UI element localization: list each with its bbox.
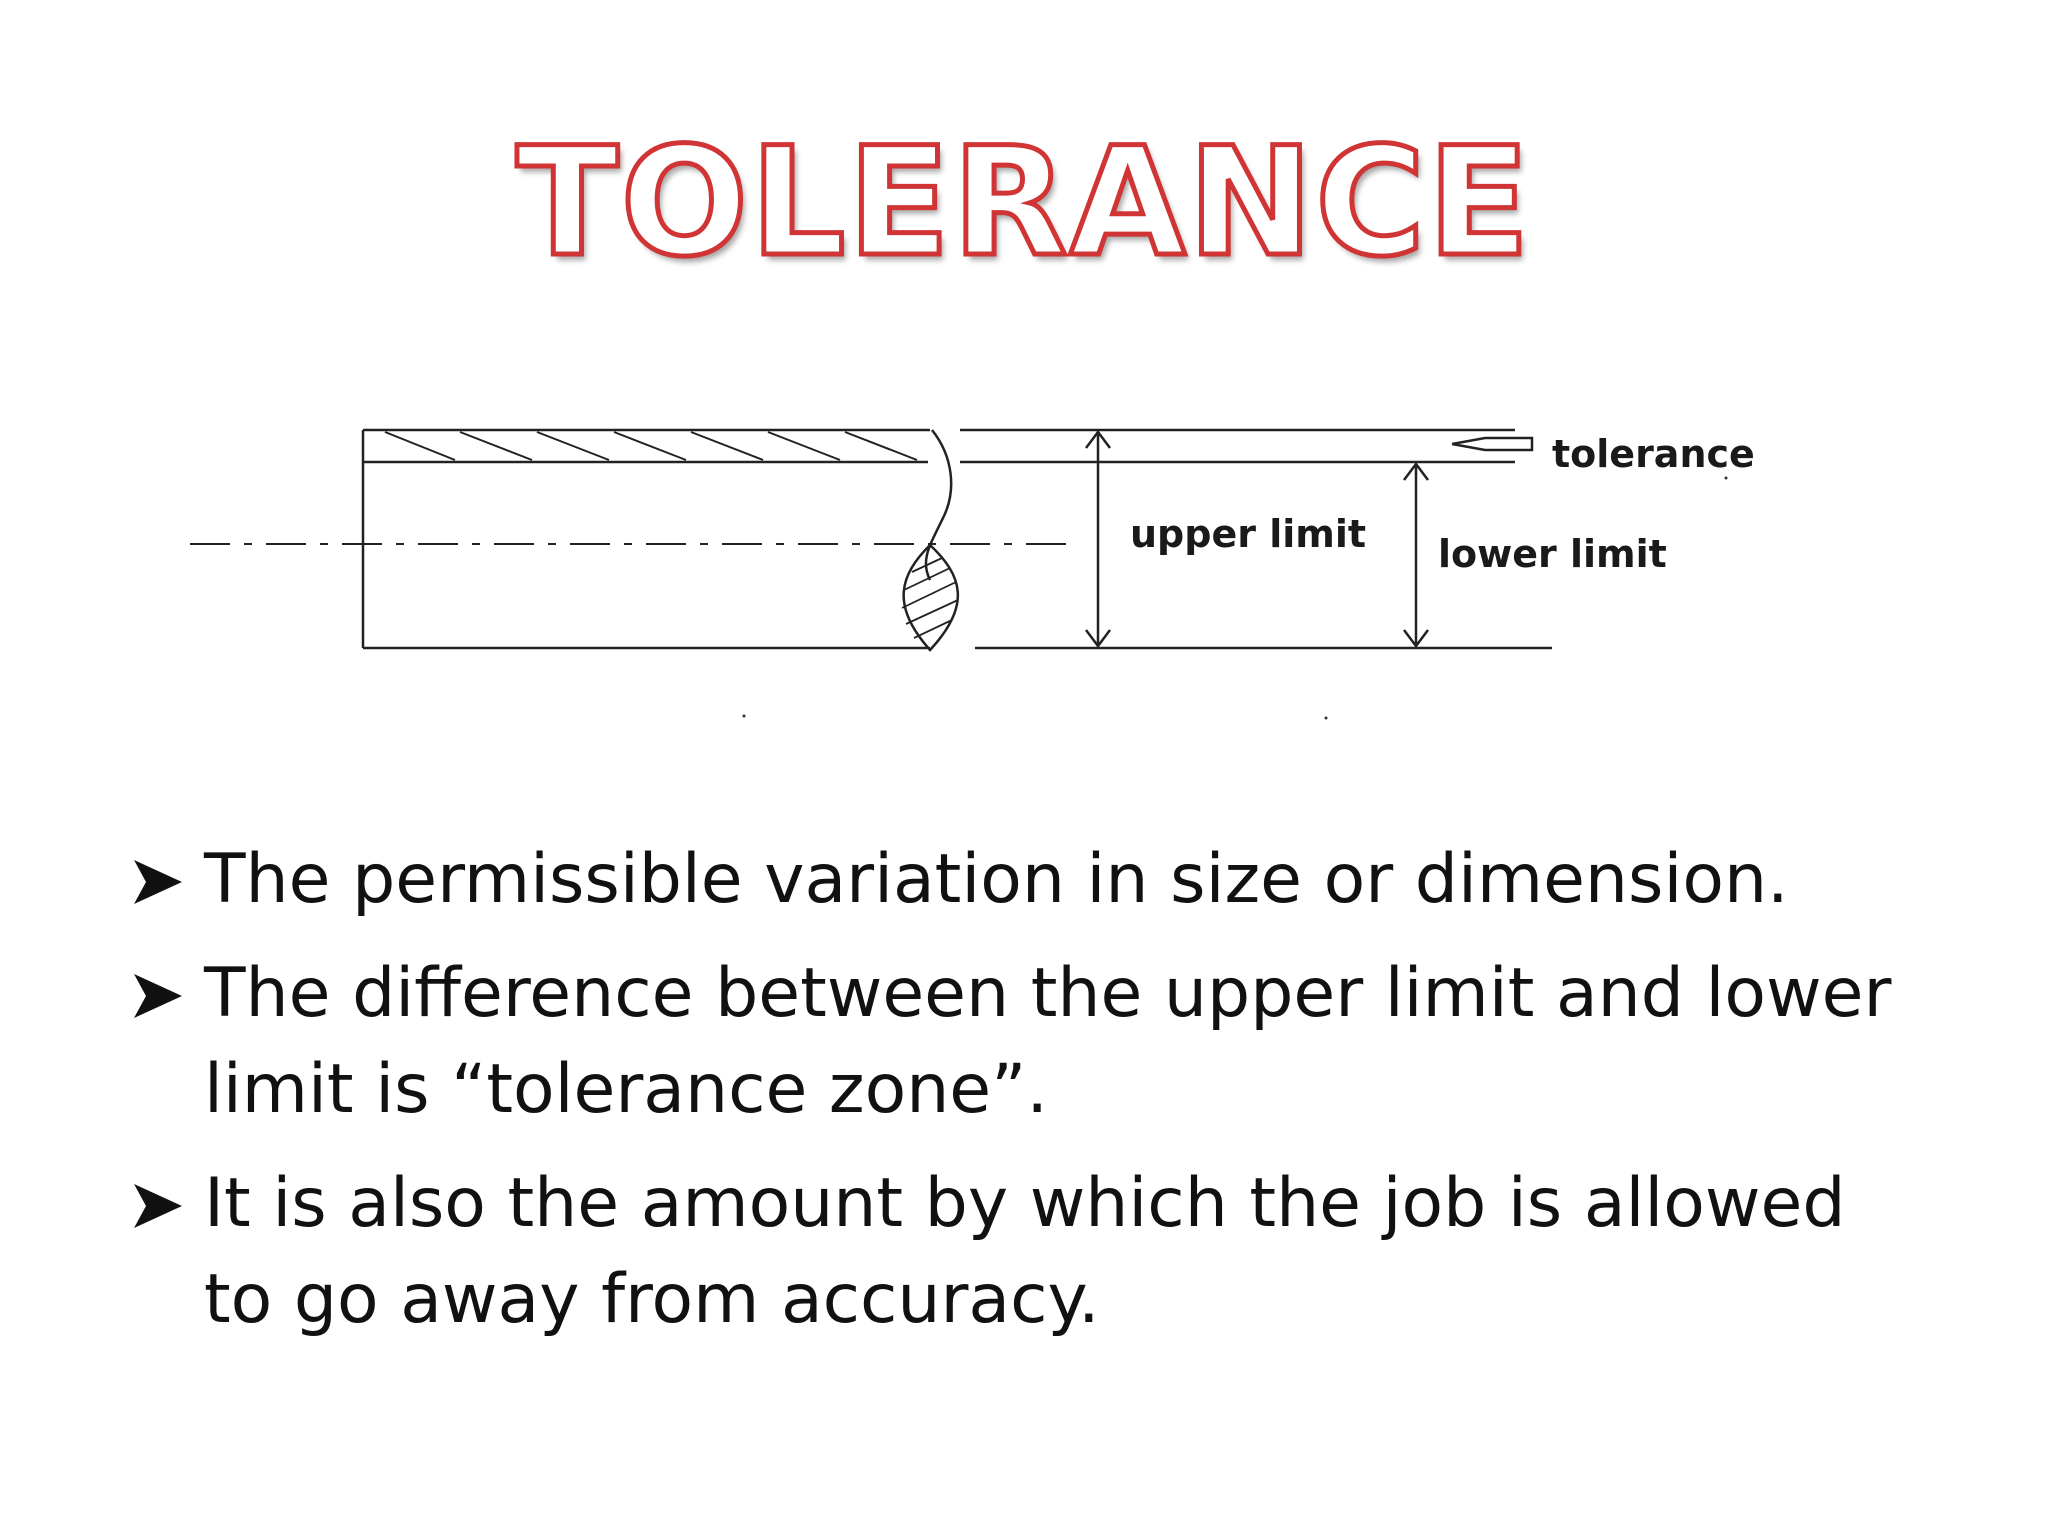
break-line (926, 430, 951, 580)
speck (743, 715, 746, 718)
tolerance-band-hatching (385, 432, 917, 460)
arrowhead-bullet-icon (132, 972, 184, 1020)
section-lens (904, 545, 958, 650)
speck (1725, 477, 1728, 480)
tolerance-label: tolerance (1552, 432, 1755, 476)
list-item (128, 946, 1928, 1138)
arrowhead-bullet-icon (132, 1182, 184, 1230)
upper-limit-label: upper limit (1130, 512, 1367, 556)
tolerance-pointer-arrow (1452, 438, 1532, 450)
list-item (128, 1156, 1928, 1348)
arrowhead-bullet-icon (132, 858, 184, 906)
speck (1325, 717, 1328, 720)
bullet-text: The permissible variation in size or dimension. (204, 840, 1789, 919)
lower-limit-label: lower limit (1438, 532, 1667, 576)
bullet-text: It is also the amount by which the job is allowed to go away from accuracy. (204, 1164, 1846, 1339)
bullet-list (128, 832, 1928, 1366)
page-title: TOLERANCE (516, 116, 1532, 290)
list-item (128, 832, 1928, 928)
bullet-text: The difference between the upper limit and lower limit is “tolerance zone”. (204, 954, 1892, 1129)
